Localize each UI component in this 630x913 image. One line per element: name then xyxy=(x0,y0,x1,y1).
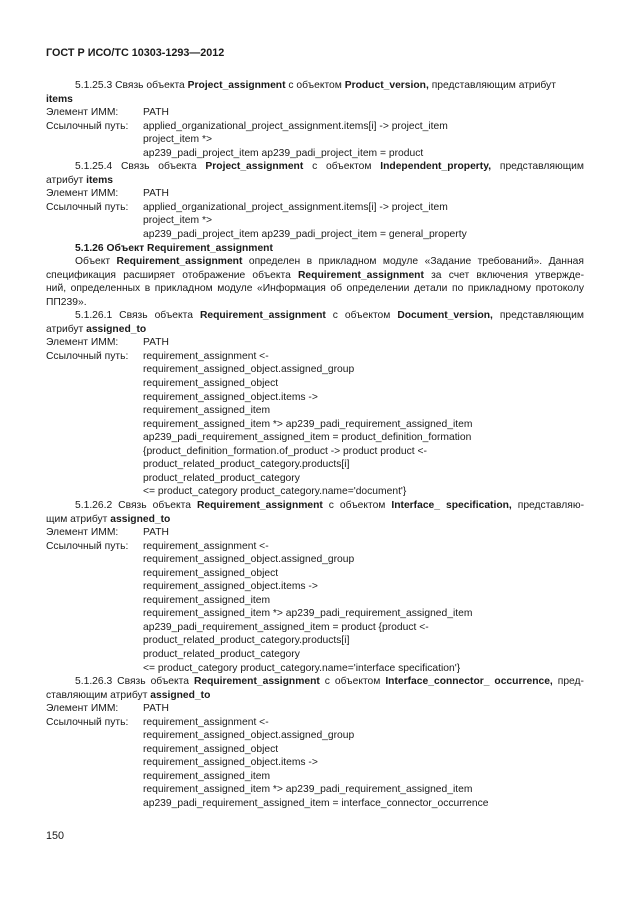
ref-path-row: Ссылочный путь: applied_organizational_project_assignment.items[i] -> project_item xyxy=(46,201,448,213)
section-5-1-26-heading: 5.1.26 Объект Requirement_assignment xyxy=(75,242,273,254)
paragraph-line: ПП239». xyxy=(46,296,87,308)
clause-attribute: щим атрибут assigned_to xyxy=(46,513,171,525)
ref-path-line: requirement_assigned_object.items -> xyxy=(143,391,318,403)
ref-path-line: ap239_padi_requirement_assigned_item = interface_connector_occurrence xyxy=(143,797,489,809)
element-row: Элемент ИММ: PATH xyxy=(46,107,169,119)
ref-path-line: requirement_assigned_object xyxy=(143,378,279,390)
ref-path-line: requirement_assigned_object.items -> xyxy=(143,581,318,593)
ref-path-line: requirement_assigned_item xyxy=(143,770,271,782)
ref-path-row: Ссылочный путь: requirement_assignment <- xyxy=(46,716,269,728)
clause-attribute: ставляющим атрибут assigned_to xyxy=(46,689,211,701)
ref-path-line: requirement_assigned_object.assigned_group xyxy=(143,554,355,566)
ref-path-line: product_related_product_category.products[i] xyxy=(143,635,350,647)
standard-header: ГОСТ Р ИСО/ТС 10303-1293—2012 xyxy=(46,47,225,59)
clause-5-1-26-3-title: 5.1.26.3 Связь объекта Requirement_assignment с объектом Interface_connector_ occurrence, пред- xyxy=(75,676,584,688)
ref-path-line: requirement_assigned_object xyxy=(143,567,279,579)
ref-path-line: project_item *> xyxy=(143,215,212,227)
ref-path-line: requirement_assigned_item *> ap239_padi_requirement_assigned_item xyxy=(143,608,473,620)
ref-path-line: ap239_padi_project_item ap239_padi_project_item = product xyxy=(143,147,424,159)
ref-path-line: requirement_assigned_object.assigned_group xyxy=(143,730,355,742)
ref-path-line: requirement_assigned_item *> ap239_padi_requirement_assigned_item xyxy=(143,418,473,430)
element-row: Элемент ИММ: PATH xyxy=(46,703,169,715)
clause-5-1-26-1-title: 5.1.26.1 Связь объекта Requirement_assignment с объектом Document_version, представляющим xyxy=(75,310,584,322)
element-row: Элемент ИММ: PATH xyxy=(46,527,169,539)
ref-path-line: ap239_padi_requirement_assigned_item = product_definition_formation xyxy=(143,432,472,444)
ref-path-line: <= product_category product_category.name='interface specification'} xyxy=(143,662,461,674)
ref-path-line: {product_definition_formation.of_product -> product product <- xyxy=(143,445,427,457)
ref-path-line: product_related_product_category xyxy=(143,472,300,484)
clause-attribute: атрибут assigned_to xyxy=(46,323,147,335)
ref-path-line: requirement_assigned_item *> ap239_padi_requirement_assigned_item xyxy=(143,784,473,796)
ref-path-line: requirement_assigned_object.items -> xyxy=(143,757,318,769)
clause-attribute: атрибут items xyxy=(46,174,113,186)
ref-path-line: requirement_assigned_object.assigned_group xyxy=(143,364,355,376)
paragraph-line: спецификация расширяет отображение объекта Requirement_assignment за счет включения утвержде- xyxy=(46,269,584,281)
ref-path-row: Ссылочный путь: requirement_assignment <- xyxy=(46,350,269,362)
clause-5-1-25-3-title: 5.1.25.3 Связь объекта Project_assignment с объектом Product_version, представляющим атрибут xyxy=(75,80,556,91)
ref-path-line: product_related_product_category.products[i] xyxy=(143,459,350,471)
ref-path-line: ap239_padi_requirement_assigned_item = product {product <- xyxy=(143,621,429,633)
ref-path-line: product_related_product_category xyxy=(143,648,300,660)
element-row: Элемент ИММ: PATH xyxy=(46,188,169,200)
element-row: Элемент ИММ: PATH xyxy=(46,337,169,349)
page-number: 150 xyxy=(46,830,65,842)
clause-5-1-26-2-title: 5.1.26.2 Связь объекта Requirement_assignment с объектом Interface_ specification, представляю- xyxy=(75,499,584,511)
ref-path-line: requirement_assigned_item xyxy=(143,405,271,417)
ref-path-line: <= product_category product_category.name='document'} xyxy=(143,486,407,498)
ref-path-line: requirement_assigned_item xyxy=(143,594,271,606)
ref-path-line: ap239_padi_project_item ap239_padi_project_item = general_property xyxy=(143,229,467,241)
ref-path-row: Ссылочный путь: requirement_assignment <- xyxy=(46,540,269,552)
paragraph-line: Объект Requirement_assignment определен в прикладном модуле «Задание требований». Данная xyxy=(75,256,584,268)
clause-5-1-25-4-title: 5.1.25.4 Связь объекта Project_assignment с объектом Independent_property, представляющим xyxy=(75,161,584,173)
ref-path-line: project_item *> xyxy=(143,134,212,146)
clause-attribute: items xyxy=(46,93,73,105)
paragraph-line: ний, определенных в прикладном модуле «Информация об определении детали по прикладному протоколу xyxy=(46,283,584,295)
ref-path-line: requirement_assigned_object xyxy=(143,743,279,755)
page-content xyxy=(46,79,584,811)
ref-path-row: Ссылочный путь: applied_organizational_project_assignment.items[i] -> project_item xyxy=(46,120,448,132)
